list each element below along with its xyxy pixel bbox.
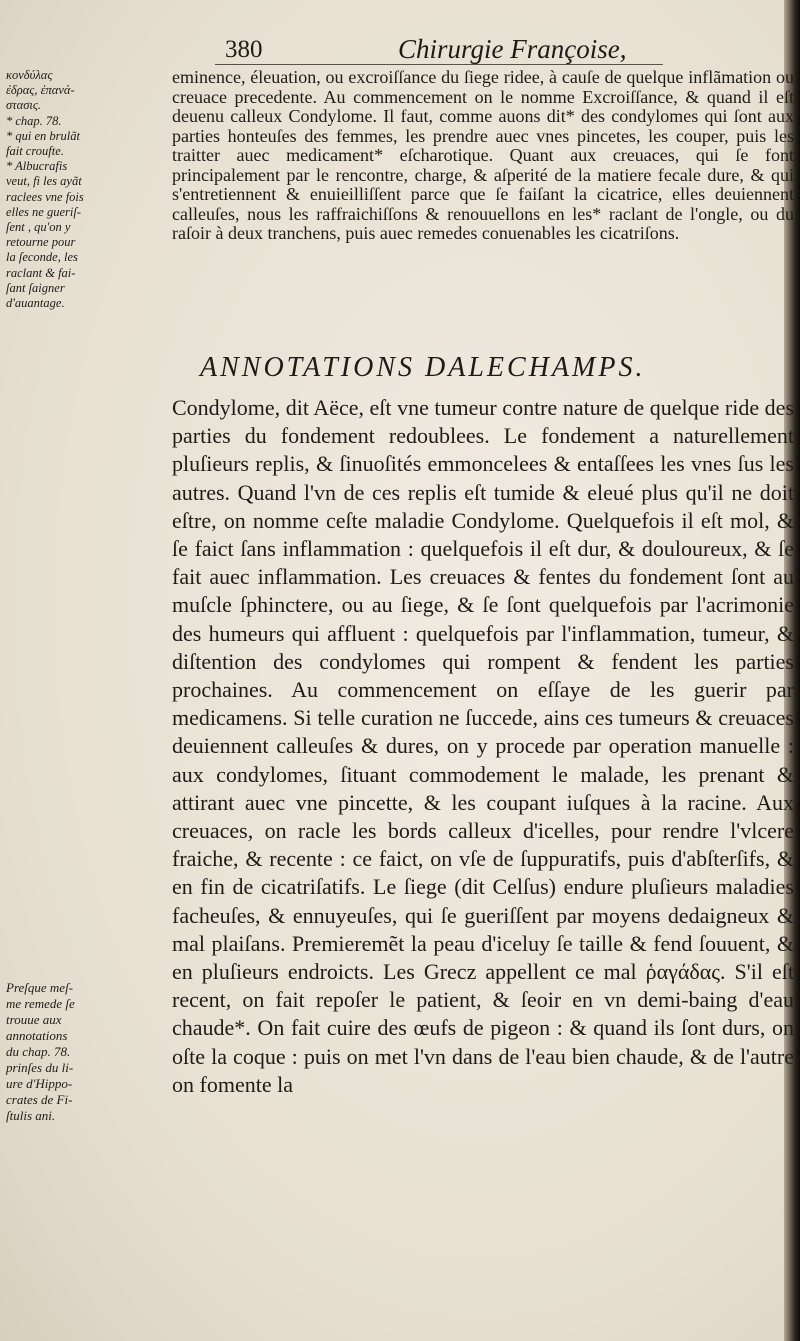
margin-notes-lower [6,980,171,1124]
margin-note: * chap. 78. [6,113,62,128]
margin-note: Preſque meſ- [6,980,74,995]
margin-note: ſant ſaigner [6,280,65,295]
margin-note: prinſes du li- [6,1060,74,1075]
margin-note: raclees vne fois [6,189,84,204]
margin-note: στασις. [6,98,42,113]
margin-note: κονδύλας [6,68,53,82]
margin-note: ſtulis ani. [6,1108,56,1123]
margin-note: la ſeconde, les [6,250,78,265]
margin-note: d'auantage. [6,296,65,311]
body-text-block [172,68,794,244]
margin-note: ſent , qu'on y [6,220,71,235]
margin-notes-top [6,68,166,311]
margin-note: * qui en brulãt [6,128,80,143]
margin-note: du chap. 78. [6,1044,71,1059]
margin-note: annotations [6,1028,68,1043]
margin-note: crates de Fi- [6,1092,73,1107]
margin-note: elles ne gueriſ- [6,204,81,219]
header-rule [215,64,663,65]
page-header [0,32,790,66]
margin-note: trouue aux [6,1012,62,1027]
margin-note: * Albucrafis [6,159,68,174]
margin-note: ἐδρας, ἐπανά- [6,83,75,98]
annotation-paragraph: Condylome, dit Aëce, eſt vne tumeur contre nature de quelque ride des parties du fondement redoublees. Le fondement a naturellement pluſieurs replis, & ſinuoſités emmoncelees & entaſſees les vnes ſus les autres. Quand l'vn de ces replis eſt tumide & eleué plus qu'il ne doit eſtre, on nomme ceſte maladie Condylome. Quelquefois il eſt mol, & ſe faict ſans inflammation : quelquefois il eſt dur, & douloureux, & ſe fait auec inflammation. Les creuaces & fentes du fondement ſont au muſcle ſphinctere, ou au ſiege, & ſe ſont quelquefois par l'acrimonie des humeurs qui affluent : quelquefois par l'inflammation, tumeur, & diſtention des condylomes qui rompent & fendent les parties prochaines. Au commencement on eſſaye de les guerir par medicamens. Si telle curation ne ſuccede, ains ces tumeurs & creuaces deuiennent calleuſes & dures, on y procede par operation manuelle : aux condylomes, ſituant commodement le malade, les prenant & attirant auec vne pincette, & les coupant iuſques à la racine. Aux creuaces, on racle les bords calleux d'icelles, pour rendre l'vlcere fraiche, & recente : ce faict, on vſe de ſuppuratifs, puis d'abſterſifs, & en fin de cicatriſatifs. Le ſiege (dit Celſus) endure pluſieurs maladies facheuſes, & ennuyeuſes, qui ſe gueriſſent par moyens dedaigneux & mal plaiſans. Premieremẽt la peau d'iceluy ſe taille & fend ſouuent, & en pluſieurs endroicts. Les Grecz appellent ce mal ῥαγάδας. S'il eſt recent, on fait repoſer le patient, & ſeoir en vn demi-baing d'eau chaude*. On fait cuire des œufs de pigeon : & quand ils ſont durs, on oſte la coque : puis on met l'vn dans de l'eau bien chaude, & de l'autre on fomente la [172,395,794,1097]
margin-note: raclant & fai- [6,265,76,280]
margin-note: veut, fi les ayãt [6,174,82,189]
running-title: Chirurgie Françoise, [398,34,627,64]
margin-note: ure d'Hippo- [6,1076,73,1091]
margin-note: fait croufte. [6,144,64,159]
margin-note: retourne pour [6,235,76,250]
margin-note: me remede ſe [6,996,75,1011]
section-heading: ANNOTATIONS DALECHAMPS. [200,352,646,383]
annotation-text-block [172,394,794,1099]
page-number: 380 [225,36,263,63]
body-paragraph: eminence, éleuation, ou excroiſſance du ſiege ridee, à cauſe de quelque inflãmation ou creuace precedente. Au commencement on le nomme Excroiſſance, & quand il eſt deuenu calleux Condylome. Il faut, comme auons dit* des condylomes qui ſont aux parties honteuſes des femmes, les prendre auec vnes pincetes, les couper, puis les traitter auec medicament* eſcharotique. Quant aux creuaces, qui ſe font principalement par le rencontre, charge, & aſperité de la matiere fecale dure, & qui s'entretiennent & enuieilliſſent parce que ſe faiſant la cicatrice, elles deuiennent calleuſes, nous les raffraichiſſons & renouuellons en les* raclant de l'ongle, ou du raſoir à deux tranchens, puis auec remedes conuenables les cicatriſons. [172,67,794,243]
